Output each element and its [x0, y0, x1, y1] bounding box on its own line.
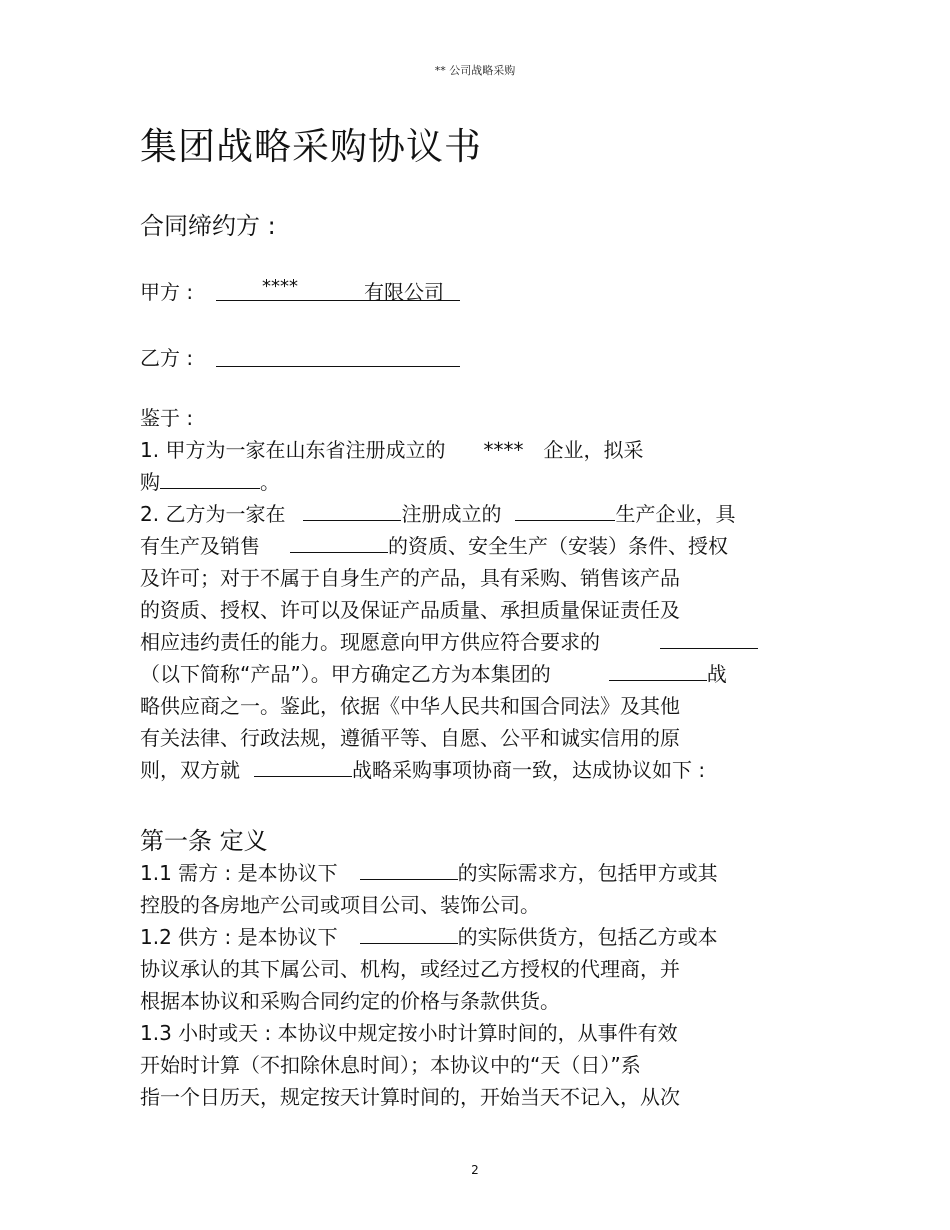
recital-item1-line1: 1. 甲方为一家在山东省注册成立的 **** 企业，拟采 [140, 438, 644, 462]
clause-1-3-line2: 开始时计算（不扣除休息时间）；本协议中的“天（日）”系 [140, 1053, 641, 1077]
blank-field [660, 628, 758, 649]
recital-line4: 的资质、授权、许可以及保证产品质量、承担质量保证责任及 [140, 598, 680, 622]
recital-heading: 鉴于 : [140, 406, 194, 430]
recital-line5: 相应违约责任的能力。现愿意向甲方供应符合要求的 [140, 626, 758, 658]
recital-item1-line2: 购 。 [140, 470, 280, 494]
recital-item2-line1: 2. 乙方为一家在 注册成立的 生产企业，具 [140, 502, 736, 526]
recital-line8: 有关法律、行政法规，遵循平等、自愿、公平和诚实信用的原 [140, 726, 680, 750]
recital-line9: 则，双方就 战略采购事项协商一致，达成协议如下 : [140, 758, 706, 782]
blank-field [515, 500, 615, 521]
party-a-row [140, 276, 444, 305]
clause-1-1-line1: 1.1 需方 : 是本协议下 的实际需求方，包括甲方或其 [140, 861, 718, 885]
page-header: ** 公司战略采购 [434, 64, 516, 77]
blank-field [254, 756, 352, 777]
article-1-title: 第一条 定义 [140, 827, 268, 855]
party-a-label: 甲方 : [140, 280, 194, 304]
blank-field [303, 500, 401, 521]
recital-item2-line2: 有生产及销售 的资质、安全生产（安装）条件、授权 [140, 534, 728, 558]
clause-1-2-line3: 根据本协议和采购合同约定的价格与条款供货。 [140, 989, 560, 1013]
recital-line3: 及许可；对于不属于自身生产的产品，具有采购、销售该产品 [140, 566, 680, 590]
party-b-underline [216, 342, 460, 367]
contract-parties-label: 合同缔约方 : [140, 212, 276, 240]
blank-field [160, 468, 260, 489]
clause-1-1-line2: 控股的各房地产公司或项目公司、装饰公司。 [140, 893, 540, 917]
page-number: 2 [471, 1163, 479, 1177]
blank-field [609, 660, 707, 681]
clause-1-3-line1: 1.3 小时或天 : 本协议中规定按小时计算时间的，从事件有效 [140, 1021, 678, 1045]
clause-1-2-line1: 1.2 供方 : 是本协议下 的实际供货方，包括乙方或本 [140, 925, 718, 949]
clause-1-2-line2: 协议承认的其下属公司、机构，或经过乙方授权的代理商，并 [140, 957, 680, 981]
recital-line6: （以下简称“产品”）。甲方确定乙方为本集团的 战 [140, 662, 727, 686]
blank-field [360, 923, 458, 944]
blank-field [360, 859, 458, 880]
document-title: 集团战略采购协议书 [140, 125, 482, 168]
clause-1-3-line3: 指一个日历天，规定按天计算时间的，开始当天不记入，从次 [140, 1085, 680, 1109]
party-b-row [140, 342, 216, 371]
party-a-name-mask: **** [262, 276, 298, 297]
recital-block [140, 402, 758, 786]
blank-field [290, 532, 388, 553]
article-1-block [140, 857, 718, 1113]
recital-line7: 略供应商之一。鉴此，依据《中华人民共和国合同法》及其他 [140, 694, 680, 718]
party-b-label: 乙方 : [140, 346, 194, 370]
party-a-company-suffix: 有限公司 [364, 280, 444, 304]
